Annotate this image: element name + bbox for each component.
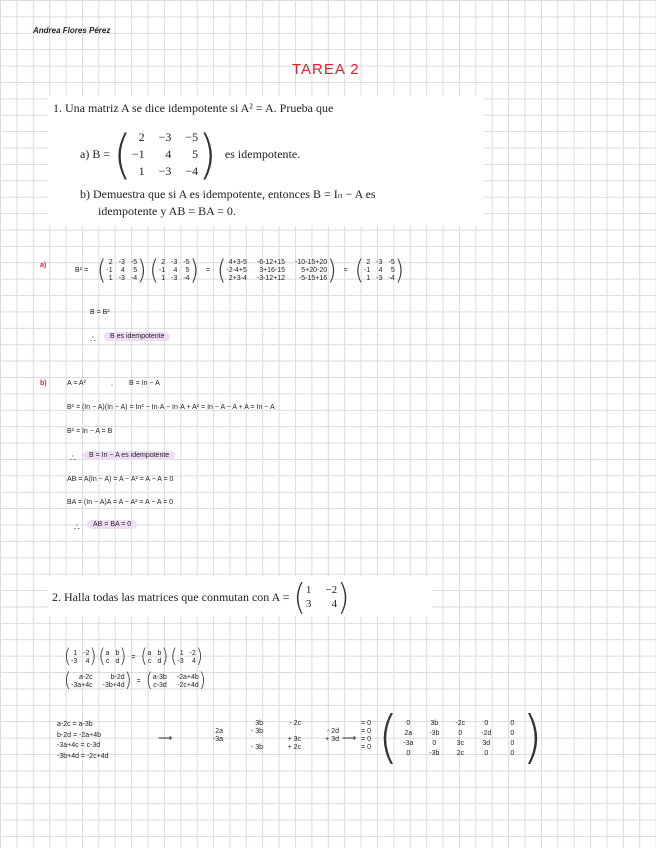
matrix-cell: -3b [429, 729, 440, 737]
right-paren: ) [198, 123, 217, 186]
solution-b-conclusion-2: AB = BA = 0 [87, 520, 137, 529]
matrix-s4-grid [177, 650, 195, 665]
matrix-cell: −3 [158, 164, 172, 178]
matrix-cell: = 0 [361, 736, 371, 743]
matrix-cell: b [115, 649, 120, 657]
matrix-cell: = 0 [361, 720, 371, 727]
matrix-cell: a [105, 649, 110, 657]
matrix-cell: 3 [305, 598, 312, 610]
matrix-cell: 1 [305, 584, 312, 596]
matrix-cell: 4 [331, 598, 338, 610]
matrix-cell: -5 [130, 258, 138, 266]
matrix-cell: −2 [325, 584, 338, 596]
matrix-cell: 2 [366, 258, 371, 266]
matrix-cell: 4 [378, 266, 383, 274]
matrix-cell: 4 [173, 266, 178, 274]
solution-b-therefore-1: ∴ [70, 453, 76, 463]
part-a-suffix: es idempotente. [224, 147, 301, 161]
matrix-cell: 1 [108, 274, 113, 282]
matrix-cell [229, 736, 263, 743]
solution-b-line2: B² = (In − A)(In − A) = In² − In·A − In·A + A² = In − A − A + A = In − A [67, 404, 275, 411]
matrix-cell: 2+3-4 [228, 274, 247, 282]
matrix-cell: −1 [131, 147, 145, 161]
b-squared-lhs: B² = [75, 266, 89, 274]
matrix-m4-grid [364, 259, 395, 282]
matrix-cell: -5 [183, 258, 190, 266]
matrix-cell: -3b [429, 749, 440, 757]
matrix-s3-grid [148, 650, 162, 665]
matrix-prod-right-grid [153, 674, 199, 689]
matrix-cell: -3a+4c [71, 681, 93, 689]
solution-b-therefore-2: ∴ [74, 522, 80, 532]
matrix-cell: 1 [161, 274, 166, 282]
matrix-cell: -2c+4d [177, 681, 199, 689]
matrix-cell [307, 720, 339, 727]
problem-2-text: 2. Halla todas las matrices que conmutan con A = [52, 589, 290, 604]
matrix-cell: 0 [510, 739, 515, 747]
solution-2-equals-1: = [131, 653, 136, 661]
matrix-cell: -3 [71, 657, 78, 665]
matrix-cell: -2c [455, 719, 466, 727]
left-paren: ( [113, 123, 132, 186]
matrix-cell: 2c [456, 749, 464, 757]
matrix-cell: -5 [388, 258, 395, 266]
matrix-cell: 3c [456, 739, 464, 747]
matrix-cell: b [157, 649, 162, 657]
matrix-cell: −4 [185, 164, 199, 178]
problem-2-statement [52, 576, 350, 618]
matrix-cell: -3 [177, 657, 184, 665]
matrix-cell: a [147, 649, 152, 657]
matrix-cell: = 0 [361, 744, 371, 751]
solution-b-line4: AB = A(In − A) = A − A² = A − A = 0 [67, 476, 174, 483]
matrix-cell: -3 [118, 274, 125, 282]
matrix-cell: - 2d [326, 728, 339, 735]
matrix-cell: 4+3-5 [228, 258, 247, 266]
matrix-cell: c-3d [153, 681, 167, 689]
matrix-cell [307, 744, 339, 751]
matrix-cell [195, 744, 223, 751]
matrix-cell: 5 [133, 266, 138, 274]
augmented-matrix-grid [398, 720, 522, 757]
matrix-s2-grid [106, 650, 120, 665]
matrix-cell: -3b+4d [102, 681, 125, 689]
matrix-cell: 0 [510, 749, 515, 757]
matrix-cell: c [105, 657, 110, 665]
matrix-cell: 4 [85, 657, 90, 665]
matrix-prod-left-grid [71, 674, 125, 689]
matrix-cell: 0 [484, 719, 489, 727]
matrix-cell: + 2c [287, 744, 301, 751]
solution-2-product-line [64, 644, 203, 668]
matrix-cell: -3a [212, 736, 223, 743]
matrix-cell: - 3b [250, 728, 263, 735]
solution-b-line5: BA = (In − A)A = A − A² = A − A = 0 [67, 499, 174, 506]
solution-a-conclusion: B es idempotente [104, 332, 170, 341]
matrix-b-grid [132, 130, 198, 179]
solution-b-conclusion-1: B = In − A es idempotente [83, 451, 175, 460]
matrix-cell: 0 [406, 719, 411, 727]
matrix-b [113, 123, 217, 186]
matrix-cell: −5 [185, 130, 199, 144]
matrix-cell: = 0 [361, 728, 371, 735]
matrix-cell: c [147, 657, 152, 665]
matrix-m3-grid [226, 259, 327, 282]
equation-3: -3a+4c = c-3d [57, 742, 101, 749]
matrix-m4: ( 2 -3 -5 -1 4 5 1 -3 -4 ) [354, 254, 405, 286]
matrix-cell: 5 [192, 147, 199, 161]
matrix-cell: -4 [388, 274, 395, 282]
matrix-cell: -2-4+5 [226, 266, 247, 274]
matrix-cell: 0 [510, 729, 515, 737]
page-title: TAREA 2 [292, 61, 360, 78]
matrix-cell: -4 [130, 274, 138, 282]
part-a-prefix: a) B = [80, 147, 111, 161]
matrix-cell: -2d [481, 729, 492, 737]
matrix-s3: ( a b c d ) [140, 644, 169, 668]
matrix-cell: 2 [108, 258, 113, 266]
problem-1-part-a [80, 123, 301, 186]
matrix-cell: 1 [366, 274, 371, 282]
matrix-cell [269, 728, 301, 735]
solution-b-line1b: , [111, 380, 113, 387]
matrix-cell: -10-15+20 [295, 258, 328, 266]
solution-2-equals-2: = [136, 677, 141, 685]
matrix-cell: 3+16-15 [259, 266, 286, 274]
matrix-cell: a-2c [79, 673, 93, 681]
matrix-s4: ( 1 -2 -3 4 ) [170, 644, 203, 668]
matrix-a-grid [306, 584, 337, 610]
matrix-cell: -1 [158, 266, 166, 274]
matrix-cell: -3a [403, 739, 414, 747]
matrix-m2: ( 2 -3 -5 -1 4 5 1 -3 -4 ) [149, 254, 199, 286]
matrix-cell: 0 [510, 719, 515, 727]
matrix-cell: -3 [376, 258, 383, 266]
matrix-cell: 5 [185, 266, 190, 274]
matrix-cell: 5+20-20 [301, 266, 328, 274]
matrix-s1: ( 1 -2 -3 4 ) [64, 644, 97, 668]
matrix-cell: a-3b [152, 673, 167, 681]
matrix-cell: -6-12+15 [256, 258, 286, 266]
matrix-prod-left: ( a-2c b-2d -3a+4c -3b+4d ) [64, 668, 132, 692]
matrix-cell: -2 [83, 649, 90, 657]
matrix-cell: 2 [138, 130, 145, 144]
solution-a-line2: B = B² [90, 309, 110, 316]
equals-2: = [343, 266, 348, 274]
matrix-cell: -1 [364, 266, 371, 274]
matrix-cell: -2a+4b [176, 673, 199, 681]
matrix-cell: 1 [73, 649, 78, 657]
equation-4: -3b+4d = -2c+4d [57, 752, 109, 760]
problem-1-part-b-line1: b) Demuestra que si A es idempotente, entonces B = Iₙ − A es [80, 187, 376, 201]
matrix-cell: -2 [189, 649, 196, 657]
solution-a-matrix-equation [75, 254, 405, 286]
matrix-cell: 3d [482, 739, 491, 747]
problem-1-part-b-line2: idempotente y AB = BA = 0. [98, 204, 236, 218]
solution-b-line1a: A = A² [67, 380, 86, 387]
matrix-cell [195, 720, 223, 727]
equation-2: b-2d = -2a+4b [57, 731, 101, 739]
arrow-2: ⟶ [342, 733, 357, 744]
matrix-cell: 4 [165, 147, 172, 161]
matrix-cell: 3b [255, 720, 263, 727]
equals-1: = [205, 266, 211, 274]
matrix-cell: 4 [120, 266, 125, 274]
matrix-cell: -5-15+16 [298, 274, 328, 282]
matrix-cell: -3 [118, 258, 125, 266]
matrix-prod-right: ( a-3b -2a+4b c-3d -2c+4d ) [145, 668, 206, 692]
matrix-cell: -4 [183, 274, 190, 282]
matrix-cell: 0 [406, 749, 411, 757]
matrix-cell: 3b [430, 719, 439, 727]
matrix-m2-grid [159, 259, 190, 282]
solution-2-equations [57, 720, 109, 762]
matrix-cell: 0 [458, 729, 463, 737]
matrix-m3: ( 4+3-5 -6-12+15 -10-15+20 -2-4+5 3+16-15 5+20-20 2+3-4 -3-12+12 -5-15+16 ) [217, 254, 337, 286]
matrix-cell: -3 [376, 274, 383, 282]
matrix-cell: 5 [390, 266, 395, 274]
matrix-cell: -1 [106, 266, 113, 274]
problem-1-statement: 1. Una matriz A se dice idempotente si A² = A. Prueba que [53, 101, 334, 115]
solution-b-line1c: B = In − A [129, 380, 160, 387]
author-name: Andrea Flores Pérez [33, 26, 111, 35]
matrix-cell: 2a [215, 728, 223, 735]
matrix-m1-grid [106, 259, 137, 282]
equation-1: a-2c = a-3b [57, 721, 93, 728]
arrow-1: ⟶ [158, 733, 173, 744]
matrix-cell: 1 [138, 164, 145, 178]
matrix-s2: ( a b c d ) [98, 644, 127, 668]
matrix-cell: -3-12+12 [256, 274, 286, 282]
matrix-cell: b-2d [110, 673, 125, 681]
matrix-cell: 0 [432, 739, 437, 747]
solution-a-label: a) [40, 262, 47, 269]
matrix-a: ( 1 −2 3 4 ) [293, 576, 350, 618]
matrix-cell: 0 [484, 749, 489, 757]
matrix-cell: 2 [161, 258, 166, 266]
solution-a-therefore: ∴ [90, 334, 96, 344]
matrix-cell: −3 [158, 130, 172, 144]
matrix-cell: 1 [179, 649, 184, 657]
matrix-cell: -3 [171, 274, 178, 282]
solution-2-product-result [64, 668, 206, 692]
matrix-s1-grid [71, 650, 89, 665]
matrix-cell: + 3c [287, 736, 301, 743]
matrix-cell: 2a [404, 729, 413, 737]
matrix-cell: + 3d [325, 736, 339, 743]
solution-b-line3: B² = In − A = B [67, 428, 113, 435]
matrix-cell: - 3b [250, 744, 263, 751]
matrix-cell: d [157, 657, 162, 665]
matrix-cell: 4 [191, 657, 196, 665]
matrix-cell: -3 [171, 258, 178, 266]
matrix-cell: d [115, 657, 120, 665]
solution-b-label: b) [40, 380, 47, 387]
matrix-m1: ( 2 -3 -5 -1 4 5 1 -3 -4 ) [97, 254, 147, 286]
augmented-matrix: ( 0 3b -2c 0 0 2a -3b 0 -2d 0 -3a 0 3c 3d 0 0 -3b 2c 0 0 ) [378, 705, 543, 771]
matrix-cell: - 2c [289, 720, 301, 727]
